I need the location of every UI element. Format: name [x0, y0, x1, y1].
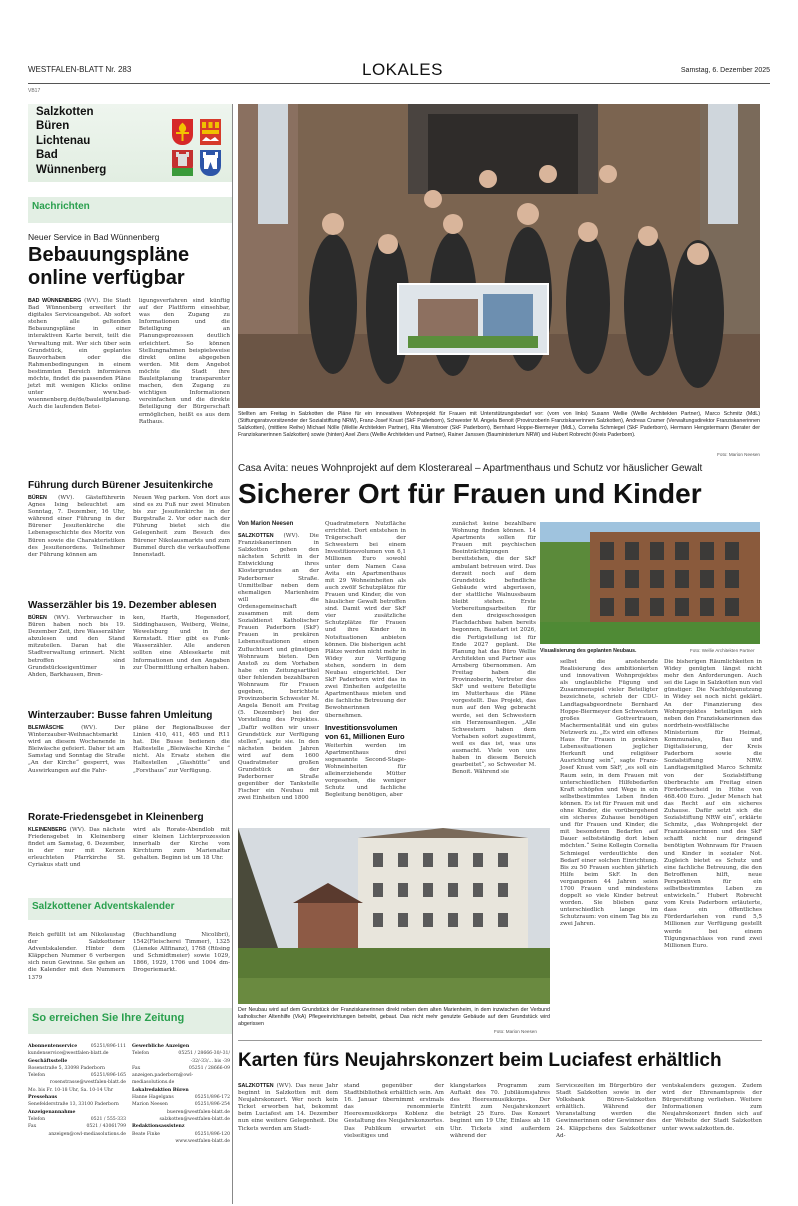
body-column: stand gegenüber der Stadtbibliothek erhältlich sein. Am 16. Januar übernimmt erstmals das renommierte Heeresmusikkorps Koblenz die Gestaltung des Neujahrskonzertes. Das Publikum erwartet ein vielseitiges und: [344, 1083, 444, 1139]
body-column: [28, 298, 131, 426]
item-headline: Rorate-Friedensgebet in Kleinenberg: [28, 812, 204, 823]
body-text: (WV). Der Winterzauber-Weihnachtsmarkt wird an diesem Wochenende in Bleiwäsche gefeiert. Daher ist am Samstag und Sonntag die Straße „An der Kirche“ gesperrt, was Auswirkungen auf die Fahr-: [28, 725, 125, 774]
contact-label: Telefon: [28, 1073, 46, 1079]
building-photo: [238, 828, 550, 1004]
visualisation-credit: Foto: Wellie Architekten Partner: [690, 648, 755, 653]
item-headline: Führung durch Bürener Jesuitenkirche: [28, 480, 214, 491]
advent-body: [28, 932, 230, 982]
body-column: ligungsverfahren sind künftig auf der Plattform einsehbar, was den Zugang zu Informationen und die Beteiligung an Planungsprozessen deutlich erleichtert. So können Stellungnahmen beispielsweise direkt online abgegeben werden. Mit dem Angebot möchte die Stadt ihre Bauleitplanung transparenter machen, den Zugang zu wichtigen Informationen vereinfachen und die direkte Beteiligung der Bürgerschaft ermöglichen, heißt es aus dem Rathaus.: [138, 298, 230, 425]
contact-row: [28, 1116, 126, 1123]
contact-value: 05251 / 28666-09: [188, 1065, 230, 1071]
contact-row: [28, 1087, 126, 1094]
body-column: [28, 725, 125, 775]
contact-label: Anzeigenannahme: [28, 1109, 76, 1115]
contact-label: kundenservice@westfalen-blatt.de: [28, 1051, 109, 1057]
dateline: BAD WÜNNENBERG: [28, 298, 82, 304]
paper-name: WESTFALEN-BLATT Nr. 283: [28, 65, 132, 74]
contact-value: 05251/896-165: [90, 1073, 126, 1079]
contact-row: [28, 1072, 126, 1079]
contact-value: rosenstrasse@westfalen-blatt.de: [49, 1080, 126, 1086]
contact-row: [28, 1109, 126, 1116]
contact-row: [28, 1050, 126, 1057]
contact-row: [28, 1094, 126, 1101]
story-column: [664, 659, 762, 950]
building-caption: Der Neubau wird auf dem Grundstück der Franziskanerinnen direkt neben dem alten Marienheim, in dem inzwischen der Verbund katholischer Altenhilfe (VkA) Pflegeeinrichtungen betreibt, gebaut. Das nicht mehr genutzte Gebäude auf dem Grundstück wird abgerissen: [238, 1007, 550, 1027]
visualisation-caption: Visualisierung des geplanten Neubaus.: [540, 648, 637, 654]
body-column: (Buchhandlung Nicolibri), 1542(Fleischerei Timmer), 1325 (Lieneke Allfinanz), 1768 (Rüsing und Schmidtmeier) sowie 1029, 1866, 1929, 1706 und 1004 dm-Drogeriemarkt.: [133, 932, 230, 974]
story-column: [452, 521, 536, 776]
contact-value: 0521 / 43061799: [86, 1124, 126, 1130]
news-item: [28, 812, 230, 870]
contact-column: [28, 1043, 126, 1145]
story-column: [560, 659, 658, 929]
contact-label: Gewerbliche Anzeigen: [132, 1044, 190, 1049]
body-text: (WV). Das nächste Friedensgebet in Kleinenberg findet am Samstag, 6. Dezember, in der nur mit Kerzen erleuchteten Pfarrkirche St. Cyriakus statt und: [28, 827, 125, 869]
photo-credit: Foto: Marion Neesen: [717, 452, 760, 457]
contact-row: [132, 1094, 230, 1101]
bueren-crest-icon: [200, 119, 221, 145]
town-name: Lichtenau: [36, 134, 91, 147]
body-column: klangstarkes Programm zum Auftakt des 70. Jubiläumsjahres des Heeresmusikkorps. Der Eintritt zum Neujahrskonzert beträgt 25 Euro. Das Konzert beginnt um 19 Uhr, Einlass ab 18 Uhr. Tickets sind außerdem während der: [450, 1083, 550, 1139]
body-column: [28, 495, 125, 559]
contact-column: [132, 1043, 230, 1145]
column-divider: [232, 104, 233, 1204]
contact-row: [28, 1131, 126, 1138]
concert-body: [238, 1083, 762, 1140]
contact-row: [28, 1101, 126, 1108]
headline-line: Bebauungspläne: [28, 244, 190, 266]
item-headline: Wasserzähler bis 19. Dezember ablesen: [28, 600, 217, 611]
body-text: (WV). Gästeführerin Agnes Ising beleuchtet am Sonntag, 7. Dezember, 16 Uhr, während einer Führung in der Bürener Jesuitenkirche die Lebensgeschichte des Moritz von Büren sowie die Charakteristiken des Jesuitenordens. Teilnehmer der Führung können am: [28, 495, 125, 558]
article-headline: [28, 244, 230, 290]
contact-row: [132, 1131, 230, 1138]
masthead-divider: [28, 83, 770, 84]
contact-label: Fax: [28, 1124, 37, 1130]
story-kicker: Casa Avita: neues Wohnprojekt auf dem Klosterareal – Apartmenthaus und Schutz vor häuslicher Gewalt: [238, 463, 703, 474]
news-item: [28, 600, 230, 679]
issue-date: Samstag, 6. Dezember 2025: [680, 67, 770, 74]
body-column: Weiterhin werden im Apartmenthaus drei sogenannte Second-Stage-Wohneinheiten für alleinerziehende Mütter vorgesehen, die weniger Schutz und fachliche Begleitung benötigen, aber: [325, 742, 406, 799]
town-name: Salzkotten: [36, 106, 94, 118]
contact-value: 05251/896-111: [90, 1044, 126, 1049]
contact-row: [132, 1072, 230, 1087]
dateline: KLEINENBERG: [28, 827, 67, 833]
body-column: wird als Rorate-Abendlob mit einer kleinen Lichterprozession innerhalb der Kirche vom Kirchturm zum Marienaltar gehalten. Beginn ist um 18 Uhr.: [133, 827, 230, 862]
section-header-contact: So erreichen Sie Ihre Zeitung: [28, 1008, 232, 1034]
town-name: Bad: [36, 149, 58, 162]
contact-row: [28, 1079, 126, 1086]
body-column: [28, 615, 125, 679]
lead-article: [28, 232, 230, 426]
contact-row: [132, 1050, 230, 1057]
town-box: [28, 104, 232, 182]
body-text: (WV). Verbraucher in Büren haben noch bis 19. Dezember Zeit, ihre Wasserzähler abzulesen und den Stand mitzuteilen. Daran hat die Stadtverwaltung erinnert. Nicht betroffen sind Grundstückseigentümer in Ahden, Barkhausen, Bren-: [28, 615, 125, 678]
contact-row: [28, 1043, 126, 1050]
contact-row: [132, 1101, 230, 1108]
byline: Von Marion Neesen: [238, 521, 294, 527]
concert-headline: Karten fürs Neujahrskonzert beim Luciafest erhältlich: [238, 1050, 722, 1071]
contact-block: [28, 1043, 230, 1145]
body-column: Die bisherigen Räumlichkeiten in Widey genügten längst nicht mehr den Anforderungen. Auch sei die Lage in Salzkotten nun viel günstiger. Die Nachfolgenutzung in Widey sei noch nicht geklärt. An der Finanzierung des Wohnprojektes beteiligen sich neben den Franziskanerinnen das nordrhein-westfälische Ministerium für Heimat, Kommunales, Bau und Digitalisierung, der Kreis Paderborn sowie die Sozialstiftung NRW. Landtagsmitglied Marco Schmitz von der Sozialstiftung überbrachte am Freitag einen Förderbescheid in Höhe von 468.400 Euro. „Jeder Mensch hat das Recht auf ein sicheres Zuhause. Dafür setzt sich die Sozialstiftung NRW ein“, erklärte Schmitz, „das Wohnprojekt der Franziskanerinnen und des SkF schafft nicht nur dringend benötigten Wohnraum für Frauen und Kinder in sozialer Not. Zugleich bietet es Schutz und eine fachliche Betreuung, die den Betroffenen hilft, neue Perspektiven für ein selbstbestimmtes Leben zu entwickeln.“ Hubert Robrecht vom Kreis Paderborn erläuterte, dass ein öffentliches Förderdarlehen von rund 5,5 Millionen zur Verfügung gestellt werde bei einem Tilgungsnachlass von rund zwei Millionen Euro.: [664, 659, 762, 949]
contact-row: [132, 1123, 230, 1130]
contact-label: Mo. bis Fr. 10-18 Uhr, Sa. 10-14 Uhr: [28, 1087, 114, 1093]
contact-label: Rosenstraße 5, 33098 Paderborn: [28, 1065, 105, 1071]
body-column: Servicezeiten im Bürgerbüro der Stadt Salzkotten sowie in der Volksbank Büren-Salzkotten erhältlich. Während der Veranstaltung werden die Gewinnerinnen oder Gewinner des 24. Kläppchens des Salzkottener Ad-: [556, 1083, 656, 1139]
dateline: SALZKOTTEN: [238, 533, 274, 539]
photo-caption: Stellten am Freitag in Salzkotten die Pläne für ein innovatives Wohnprojekt für Frauen mit Unterstützungsbedarf vor: (vorn von links) Susann Wellie (Wellie Architekten Partner), Marco Schmitz (MdL) (Stiftungsratsvorsitzender der Sozialstiftung NRW), Franz-Josef Knust (SkF Paderborn), Schwester M. Angela Benoit (Provinzoberin Franziskanerinnen Salzkotten), Andreas Cramer (Verwaltungsdirektor Franziskanerinnen Salzkotten), (mittlere Reihe) Michael Nölle (Wellie Architekten Partner), Rita Wienstroer (SkF Paderborn), Bernhard Hoppe-Biermeyer (MdL), Cornelia Schmiegel (SkF Paderborn), Hermann Hengstermann (Berater der Franziskanerinnen Salzkotten) sowie (hinten) Axel Ziers (Wellie Architekten und Partner), Rainer Janssen (Bauministerium NRW) und Hubert Robrecht (Kreis Paderborn).: [238, 411, 760, 438]
contact-label: Redaktionsassistenz: [132, 1124, 185, 1130]
contact-row: [132, 1065, 230, 1072]
dateline: BLEIWÄSCHE: [28, 725, 64, 731]
contact-row: [132, 1116, 230, 1123]
contact-row: [132, 1043, 230, 1050]
body-column: [28, 827, 125, 870]
contact-label: Telefon: [132, 1051, 150, 1057]
story-divider: [238, 1040, 762, 1041]
section-header-advent: Salzkottener Adventskalender: [28, 898, 232, 920]
body-column: [238, 1083, 338, 1140]
contact-label: Beate Finke: [132, 1131, 160, 1137]
body-column: Neuen Weg parken. Von dort aus sind es zu Fuß nur zwei Minuten bis zur Jesuitenkirche in der Burgstraße 2. Vor oder nach der Führung bietet sich die Gelegenheit zum Besuch des Bürener Nikolausmarkts und zum Bummel durch die verkaufsoffene Innenstadt.: [133, 495, 230, 558]
body-column: pläne der Regionalbusse der Linien 410, 411, 465 und R11 hat. Die Busse bedienen die Haltestelle „Bleiwäsche Kirche “ nicht. Als Ersatz stehen die Haltestellen „Glashütte“ und „Forsthaus“ zur Verfügung.: [133, 725, 230, 774]
building-credit: Foto: Marion Neesen: [494, 1029, 537, 1034]
body-column: selbst die anstehende Realisierung des ambitionierten und innovativen Wohnprojektes als unglaubliche Fügung und Zusammenspiel vieler Beteiligter bezeichnete, schrieb der CDU-Landtagsabgeordnete Bernhard Hoppe-Biermeyer den Schwestern großes Gottvertrauen, Machermentalität und ein gutes Netzwerk zu. „Es wird ein offenes Haus für Frauen in prekären Lebenssituationen jeglicher Herkunft und religiöser Ausrichtung sein“, sagte Franz-Josef Knust vom SkF, „es soll ein Raum sein, in dem Frauen mit unterschiedlichen Hilfebedarfen Kraft schöpfen und Wege in ein selbstbestimmtes Leben finden können. Es ist für Frauen mit und ohne Kinder, die vorübergehend ein sicheres Zuhause benötigen und für Frauen und Kinder, die mit besonderen Bedarfen auf Dauer selbstständig dort leben möchten.“ Seine Kollegin Cornelia Schmiegel verdeutlichte den Bedarf einer solchen Einrichtung. Bis zu 50 Frauen suchten jährlich Hilfe beim SkF. In den vergangenen 44 Jahren seien 1700 Frauen und mindestens doppelt so viele Kinder betreut worden. Sie blieben ganz unterschiedlich lange im Schutzraum: von einem Tag bis zu zwei Jahren.: [560, 659, 658, 928]
contact-value: www.westfalen-blatt.de: [175, 1138, 230, 1144]
group-photo-image: [238, 104, 760, 408]
group-photo: [238, 104, 760, 408]
item-headline: Winterzauber: Busse fahren Umleitung: [28, 710, 213, 721]
contact-label: Telefon: [28, 1116, 46, 1122]
contact-label: Geschäftsstelle: [28, 1058, 68, 1064]
contact-label: Lokalredaktion Büren: [132, 1087, 189, 1093]
visualisation-photo: [540, 522, 760, 644]
contact-label: anzeigen.paderborn@owl-mediasolutions.de: [132, 1073, 194, 1086]
body-column: ventskalenders gezogen. Zudem wird der Ehrenamtspreis der Bürgerstiftung verliehen. Weitere Informationen zum Neujahrskonzert finden sich auf der Website der Stadt Salzkotten unter www.salzkotten.de.: [662, 1083, 762, 1132]
body-column: [238, 533, 319, 803]
town-list: [36, 105, 106, 177]
contact-value: -32/-33/... bis -39: [190, 1058, 230, 1064]
story-headline: Sicherer Ort für Frauen und Kinder: [238, 478, 702, 509]
contact-row: [132, 1138, 230, 1145]
dateline: SALZKOTTEN: [238, 1083, 274, 1089]
article-kicker: Neuer Service in Bad Wünnenberg: [28, 232, 160, 242]
wuennenberg-crest-icon: [200, 150, 221, 176]
lichtenau-crest-icon: [172, 150, 193, 176]
story-subhead: Investitionsvolumen von 61, Millionen Euro: [325, 722, 405, 741]
visualisation-image: [540, 522, 760, 644]
contact-label: Pressehaus: [28, 1095, 58, 1101]
news-item: [28, 710, 230, 775]
contact-label: Senefelderstraße 13, 33100 Paderborn: [28, 1102, 119, 1108]
contact-row: [132, 1109, 230, 1116]
section-title: LOKALES: [362, 60, 443, 79]
contact-value: bueren@westfalen-blatt.de: [166, 1109, 230, 1115]
edition-code: VB17: [28, 88, 41, 94]
body-column: Reich gefüllt ist am Nikolaustag der Salzkottener Adventskalender. Hinter dem Kläppchen Nummer 6 verbergen sich neun Gewinne. Sie gehen an die Kalender mit den Nummern 1379: [28, 932, 125, 981]
contact-value: 0521 / 555-333: [90, 1116, 126, 1122]
story-column: [325, 521, 406, 799]
body-column: ken, Harth, Hegensdorf, Siddinghausen, Weiberg, Weine, Wewelsburg und in der Kernstadt. Hier gibt es Funk-Wasserzähler. Alle anderen sollten eine Ablesekarte mit Informationen und den Angaben zur Übermittlung erhalten haben.: [133, 615, 230, 671]
contact-label: Hanne Hagelgans: [132, 1095, 174, 1101]
contact-value: 05251/896-254: [194, 1102, 230, 1108]
salzkotten-crest-icon: [172, 119, 193, 145]
building-image: [238, 828, 550, 1004]
town-name: Wünnenberg: [36, 163, 107, 176]
contact-row: [28, 1058, 126, 1065]
contact-row: [132, 1087, 230, 1094]
contact-row: [28, 1123, 126, 1130]
story-column: [238, 521, 319, 803]
town-name: Büren: [36, 120, 70, 133]
body-column: Quadratmetern Nutzfläche errichtet. Dort entstehen in Trägerschaft der Schwestern bei einem Investitionsvolumen von 6,1 Millionen Euro sowohl unter dem Namen Casa Avita ein Apartmenthaus mit 29 Wohneinheiten als auch zwölf Schutzplätze für Frauen und Kinder, die von häuslicher Gewalt betroffen sind. Damit wird der SkF vier zusätzliche Schutzplätze für Frauen und ihre Kinder in Notsituationen anbieten können. Die bisherigen acht Plätze werden nicht mehr in Widey zur Verfügung stehen, sondern in dem Neubau eingerichtet. Der SkF Paderborn wird das in zwei Einheiten aufgeteilte Apartmenthaus mieten und die fachliche Betreuung der Bewohnerinnen übernehmen.: [325, 521, 406, 719]
contact-label: Marion Neesen: [132, 1102, 168, 1108]
contact-row: [132, 1058, 230, 1065]
section-header-nachrichten: Nachrichten: [28, 197, 232, 223]
body-text: (WV). Die Franziskanerinnen in Salzkotten gehen den nächsten Schritt in der Entwicklung ihres Klostergrundes an der Paderborner Straße. Unmittelbar neben dem ehemaligen Marienheim will die Ordensgemeinschaft zusammen mit dem Sozialdienst Katholischer Frauen Paderborn (SkF) Frauen in prekären Lebenssituationen einen Zufluchtsort und günstigen Wohnraum bieten. Den Anstoß zu dem Vorhaben habe ein Zeitungsartikel über fehlenden bezahlbaren Wohnraum für Frauen gegeben, berichtete Provinzoberin Schwester M. Angela Benoit am Freitag (5. Dezember) bei der Vorstellung des Projektes. „Dafür wollten wir unser Grundstück zur Verfügung stellen“, sagte sie. In den nächsten beiden Jahren wird auf dem 1600 Quadratmeter großen Grundstück an der Paderborner Straße gegenüber der Tankstelle Fischer ein Neubau mit zwei Einheiten und 1800: [238, 533, 319, 802]
body-text: (WV). Die Stadt Bad Wünnenberg erweitert ihr digitales Serviceangebot. Ab sofort stehen alle geltenden Bebauungspläne in einer interaktiven Karte bereit, teilt die Verwaltung mit. Wer sich über sein Grundstück, ein geplantes Bauvorhaben oder die Rahmenbedingungen in einem bestimmten Bereich informieren möchte, findet die passenden Pläne jetzt mit wenigen Klicks online unter www.bad-wuennenberg.de/de/bauleitplanung. Auch die laufenden Betei-: [28, 298, 131, 411]
contact-value: 05251/896-172: [194, 1095, 230, 1101]
news-item: [28, 480, 230, 559]
contact-value: anzeigen@owl-mediasolutions.de: [48, 1131, 126, 1137]
contact-label: Abonnentenservice: [28, 1044, 78, 1049]
contact-value: 05251 / 28666-30/-31/: [178, 1051, 230, 1057]
article-body: [28, 298, 230, 426]
dateline: BÜREN: [28, 495, 47, 501]
contact-value: salzkotten@westfalen-blatt.de: [159, 1116, 230, 1122]
body-text: (WV). Das neue Jahr beginnt in Salzkotten mit dem Neujahrskonzert. Wer noch kein Ticket erworben hat, bekommt beim Luciafest am 14. Dezember nun eine weitere Gelegenheit. Die Tickets werden am Stadt-: [238, 1083, 338, 1132]
contact-value: 05251/896-120: [194, 1131, 230, 1137]
contact-label: Fax: [132, 1065, 141, 1071]
body-column: zunächst keine bezahlbare Wohnung finden können. 14 Apartments sollen für Frauen mit psychischen Beeinträchtigungen bereitstehen, die der SkF ambulant betreuen wird. Das derzeit noch auf dem Grundstück befindliche Gebäude wird abgerissen, der stattliche Walnussbaum bleibt stehen. Erste Vorbereitungsarbeiten für den dreigeschossigen Flachdachbau haben bereits begonnen, Baustart ist 2026, die Fertigstellung ist für Ende 2027 geplant. Die Planung hat das Büro Wellie Architekten und Partner aus Arnsberg übernommen. Am Freitag haben die Provinzoberin, Vertreter des SkF und weitere Beteiligte im Mutterhaus die Pläne vorgestellt. Das Projekt, das nun auf den Weg gebracht werde, sei den Schwestern ein Herzensanliegen. „Alle Schwestern haben dem Vorhaben sofort zugestimmt, weil es das ist, was uns ausmacht. Viele von uns haben in diesem Bereich gearbeitet“, so Schwester M. Benoit. Während sie: [452, 521, 536, 776]
dateline: BÜREN: [28, 615, 47, 621]
contact-row: [28, 1065, 126, 1072]
headline-line: online verfügbar: [28, 267, 185, 289]
